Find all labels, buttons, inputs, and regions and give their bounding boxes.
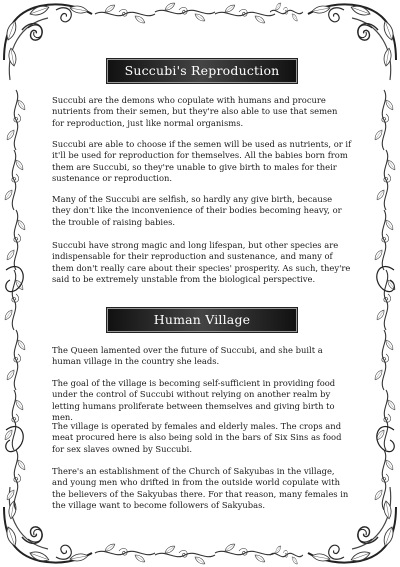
section-human-village bbox=[52, 309, 352, 511]
section-heading-banner: Succubi's Reproduction bbox=[108, 60, 296, 82]
section-succubi-reproduction bbox=[52, 60, 352, 285]
paragraph: Succubi have strong magic and long lifespan, but other species are indispensable for their reproduction and sustenance, and many of them don't really care about their species' prosperity. As such, they're said to be extremely unstable from the biological perspective. bbox=[52, 240, 351, 285]
paragraph: Succubi are the demons who copulate with humans and procure nutrients from their semen, but they're also able to use that semen for reproduction, just like normal organisms. bbox=[52, 95, 338, 128]
section-heading-banner: Human Village bbox=[108, 309, 296, 331]
paragraph: The Queen lamented over the future of Succubi, and she built a human village in the country she leads. bbox=[52, 345, 323, 367]
paragraph: Many of the Succubi are selfish, so hardly any give birth, because they don't like the inconvenience of their bodies becoming heavy, or the trouble of raising babies. bbox=[52, 194, 342, 227]
paragraph: The goal of the village is becoming self-sufficient in providing food under the control of Succubi without relying on another realm by letting humans proliferate between themselves and giving birth to men. bbox=[52, 378, 336, 423]
paragraph: There's an establishment of the Church of Sakyubas in the village, and young men who drifted in from the outside world copulate with the believers of the Sakyubas there. For that reason, many females in the village want to become followers of Sakyubas. bbox=[52, 466, 349, 511]
paragraph: Succubi are able to choose if the semen will be used as nutrients, or if it'll be used for reproduction for themselves. All the babies born from them are Succubi, so they're unable to give birth to males for their sustenance or reproduction. bbox=[52, 139, 352, 184]
paragraph: The village is operated by females and elderly males. The crops and meat procured here is also being sold in the bars of Six Sins as food for sex slaves owned by Succubi. bbox=[52, 421, 342, 454]
